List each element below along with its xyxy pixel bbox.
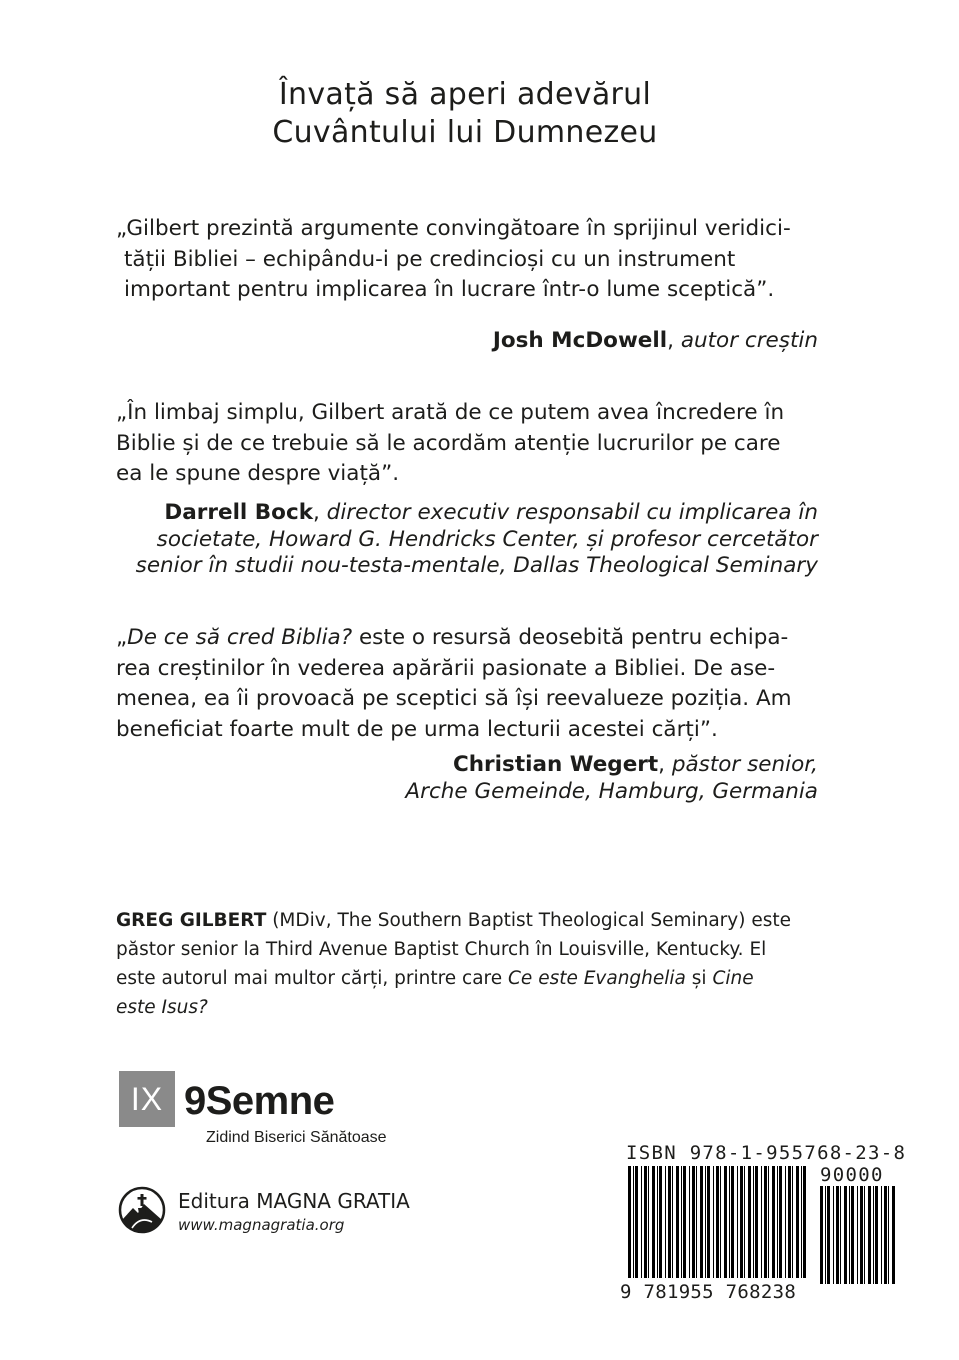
- quote-line: beneficiat foarte mult de pe urma lecturii acestei cărți”.: [116, 716, 718, 742]
- barcode-bar: [892, 1186, 895, 1284]
- barcode-bar: [844, 1186, 847, 1284]
- quote-line: Biblie și de ce trebuie să le acordăm atenție lucrurilor pe care: [116, 430, 781, 456]
- barcode-bar: [772, 1166, 775, 1278]
- quote-bock: [116, 398, 818, 490]
- cover-headline: [0, 76, 930, 152]
- bio-text: și: [685, 968, 713, 989]
- barcode-bar: [681, 1166, 682, 1278]
- barcode-bar: [724, 1166, 727, 1278]
- barcode-bar: [864, 1186, 865, 1284]
- nine-marks-name: 9Semne: [184, 1079, 335, 1123]
- attribution-mcdowell: Josh McDowell, autor creștin: [492, 328, 818, 353]
- barcode-bar: [777, 1166, 778, 1278]
- barcode-bar: [785, 1166, 786, 1278]
- barcode-bar: [860, 1186, 863, 1284]
- author-role: societate, Howard G. Hendricks Center, și profesor cercetător: [156, 526, 818, 552]
- barcode-bar: [729, 1166, 730, 1278]
- barcode-bar: [672, 1166, 673, 1278]
- book-title: De ce să cred Biblia?: [127, 625, 353, 650]
- attribution-bock: Darrell Bock, director executiv responsabil cu implicarea în societate, Howard G. Hendricks Center, și profesor cercetător senior în studii nou-testa-mentale, Dallas Theological Seminary: [135, 500, 818, 578]
- barcode-bar: [737, 1166, 738, 1278]
- nine-marks-box: IX: [119, 1071, 175, 1127]
- quote-line: rea creștinilor în vederea apărării pasionate a Bibliei. De ase-: [116, 655, 776, 681]
- barcode-bar: [888, 1186, 889, 1284]
- author-role: păstor senior,: [671, 752, 818, 777]
- quote-author: Josh McDowell: [492, 328, 668, 353]
- quote-line: „În limbaj simplu, Gilbert arată de ce putem avea încredere în: [116, 400, 785, 425]
- barcode-bar: [851, 1186, 854, 1284]
- barcode-bar: [689, 1166, 690, 1278]
- barcode-bar: [761, 1166, 762, 1278]
- barcode-bar: [705, 1166, 706, 1278]
- isbn-label: ISBN 978-1-955768-23-8: [626, 1142, 907, 1164]
- bio-book-title: Ce este Evanghelia: [508, 968, 686, 989]
- barcode-bar: [665, 1166, 666, 1278]
- bio-text: este autorul mai multor cărți, printre care: [116, 968, 509, 989]
- church-mountain-icon: [118, 1186, 166, 1234]
- barcode-bar: [692, 1166, 695, 1278]
- barcode-bar: [633, 1166, 634, 1278]
- barcode-bar: [648, 1166, 649, 1278]
- barcode-bar: [884, 1186, 887, 1284]
- ean-digits: 9 781955 768238: [620, 1281, 797, 1303]
- barcode-bar: [768, 1166, 769, 1278]
- quote-line: „Gilbert prezintă argumente convingătoare în sprijinul veridici-: [116, 216, 791, 241]
- quote-text: este o resursă deosebită pentru echipa-: [352, 625, 789, 650]
- barcode-bar: [731, 1166, 734, 1278]
- barcode-bar: [668, 1166, 671, 1278]
- barcode-bar: [644, 1166, 647, 1278]
- barcode-bar: [707, 1166, 710, 1278]
- quote-line: menea, ea îi provoacă pe sceptici să își reevalueze poziția. Am: [116, 686, 792, 711]
- quote-author: Darrell Bock: [164, 500, 313, 525]
- barcode-bar: [827, 1186, 830, 1284]
- attribution-wegert: Christian Wegert, păstor senior, Arche Gemeinde, Hamburg, Germania: [405, 752, 818, 804]
- bio-name: GREG GILBERT: [116, 910, 267, 931]
- author-bio: [116, 906, 836, 1022]
- barcode-bar: [820, 1186, 823, 1284]
- bio-text: (MDiv, The Southern Baptist Theological Seminary) este: [266, 910, 791, 931]
- nine-marks-tagline: Zidind Biserici Sănătoase: [206, 1129, 387, 1146]
- author-role: Arche Gemeinde, Hamburg, Germania: [405, 778, 818, 804]
- quote-author: Christian Wegert: [452, 752, 659, 777]
- author-role: autor creștin: [680, 328, 818, 353]
- barcode-bar: [875, 1186, 878, 1284]
- barcode-bar: [788, 1166, 791, 1278]
- bio-book-title: este Isus?: [116, 997, 208, 1018]
- barcode-bar: [833, 1186, 834, 1284]
- barcode-bar: [652, 1166, 655, 1278]
- barcode-bar: [696, 1166, 697, 1278]
- barcode-bar: [713, 1166, 714, 1278]
- barcode-bar: [755, 1166, 758, 1278]
- quote-line: tății Bibliei – echipându-i pe credincioși cu un instrument: [124, 246, 736, 272]
- barcode-bar: [744, 1166, 745, 1278]
- barcode-bar: [700, 1166, 703, 1278]
- bio-book-title: Cine: [712, 968, 754, 989]
- barcode-bar: [683, 1166, 686, 1278]
- barcode-bar: [720, 1166, 721, 1278]
- barcode-bar: [676, 1166, 679, 1278]
- barcode-bar: [840, 1186, 841, 1284]
- barcode-bar: [764, 1166, 767, 1278]
- barcode-bar: [659, 1166, 662, 1278]
- author-role: senior în studii nou-testa-mentale, Dallas Theological Seminary: [135, 553, 818, 578]
- barcode-bar: [801, 1166, 802, 1278]
- open-quote: „: [116, 625, 128, 650]
- barcode-bar: [796, 1166, 799, 1278]
- barcode-bar: [857, 1186, 858, 1284]
- barcode-bar: [881, 1186, 882, 1284]
- barcode-bar: [779, 1166, 782, 1278]
- barcode-bar: [748, 1166, 751, 1278]
- bio-text: păstor senior la Third Avenue Baptist Church în Louisville, Kentucky. El: [116, 939, 767, 960]
- barcode-bar: [740, 1166, 743, 1278]
- barcode-bar: [628, 1166, 631, 1278]
- barcode-bar: [873, 1186, 874, 1284]
- headline-line-1: Învață să aperi adevărul: [278, 77, 652, 112]
- quote-line: ea le spune despre viață”.: [116, 461, 400, 486]
- barcode-bar: [836, 1186, 839, 1284]
- publisher-name: Editura MAGNA GRATIA: [178, 1189, 410, 1213]
- author-role: director executiv responsabil cu implicarea în: [326, 500, 818, 525]
- barcode-bar: [792, 1166, 793, 1278]
- barcode-bar: [641, 1166, 642, 1278]
- barcode-bar: [716, 1166, 719, 1278]
- barcode-bar: [868, 1186, 871, 1284]
- barcode-bar: [803, 1166, 806, 1278]
- quote-mcdowell: [116, 214, 818, 306]
- barcode-bar: [635, 1166, 638, 1278]
- barcode-bar: [825, 1186, 826, 1284]
- headline-line-2: Cuvântului lui Dumnezeu: [272, 115, 658, 150]
- barcode-bar: [657, 1166, 658, 1278]
- quote-line: important pentru implicarea în lucrare într-o lume sceptică”.: [124, 277, 775, 302]
- publisher-url: www.magnagratia.org: [178, 1216, 345, 1234]
- barcode-bar: [753, 1166, 754, 1278]
- barcode-bar: [849, 1186, 850, 1284]
- addon-digits: 90000: [820, 1164, 884, 1186]
- quote-wegert: [116, 623, 818, 745]
